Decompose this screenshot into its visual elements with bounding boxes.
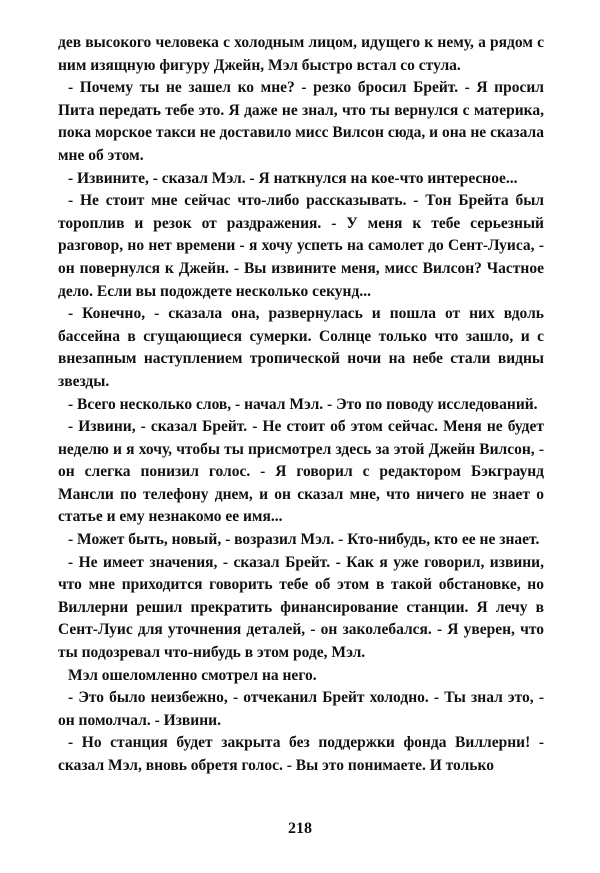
paragraph-9: - Не имеет значения, - сказал Брейт. - Как я уже говорил, извини, что мне приходится говорить тебе об этом в такой обстановке, но Виллерни решил прекратить финансирование станции. Я лечу в Сент-Луис для уточнения деталей, - он заколебался. - Я уверен, что ты подозревал что-нибудь в этом роде, Мэл. [58,553,544,662]
paragraph-8: - Может быть, новый, - возразил Мэл. - Кто-нибудь, кто ее не знает. [68,531,540,549]
paragraph-5: - Конечно, - сказала она, развернулась и пошла от них вдоль бассейна в сгущающиеся сумерки. Солнце только что зашло, и с внезапным наступлением тропической ночи на небе стали видны звезды. [58,305,544,390]
paragraph-6: - Всего несколько слов, - начал Мэл. - Это по поводу исследований. [68,395,538,413]
paragraph-2: - Почему ты не зашел ко мне? - резко бросил Брейт. - Я просил Пита передать тебе это. Я даже не знал, что ты вернулся с материка, пока морское такси не доставило мисс Вилсон сюда, и она не сказала мне об этом. [58,79,544,164]
paragraph-3: - Извините, - сказал Мэл. - Я наткнулся на кое-что интересное... [68,169,518,187]
paragraph-7: - Извини, - сказал Брейт. - Не стоит об этом сейчас. Меня не будет неделю и я хочу, чтобы ты присмотрел здесь за этой Джейн Вилсон, - он слегка понизил голос. - Я говорил с редактором Бэкграунд Мансли по телефону днем, и он сказал мне, что ничего не знает о статье и ему незнакомо ее имя... [58,418,544,526]
page-number: 218 [288,820,312,837]
paragraph-10: Мэл ошеломленно смотрел на него. [68,666,317,684]
paragraph-4: - Не стоит мне сейчас что-либо рассказывать. - Тон Брейта был тороплив и резок от раздражения. - У меня к тебе серьезный разговор, но нет времени - я хочу успеть на самолет до Сент-Луиса, - он повернулся к Джейн. - Вы извините меня, мисс Вилсон? Частное дело. Если вы подождете несколько секунд... [58,192,544,300]
paragraph-11: - Это было неизбежно, - отчеканил Брейт холодно. - Ты знал это, - он помолчал. - Извини. [58,689,544,729]
paragraph-1: дев высокого человека с холодным лицом, идущего к нему, а рядом с ним изящную фигуру Джейн, Мэл быстро встал со стула. [58,34,544,74]
page-text-block [58,32,544,778]
paragraph-12: - Но станция будет закрыта без поддержки фонда Виллерни! - сказал Мэл, вновь обретя голос. - Вы это понимаете. И только [58,734,544,774]
